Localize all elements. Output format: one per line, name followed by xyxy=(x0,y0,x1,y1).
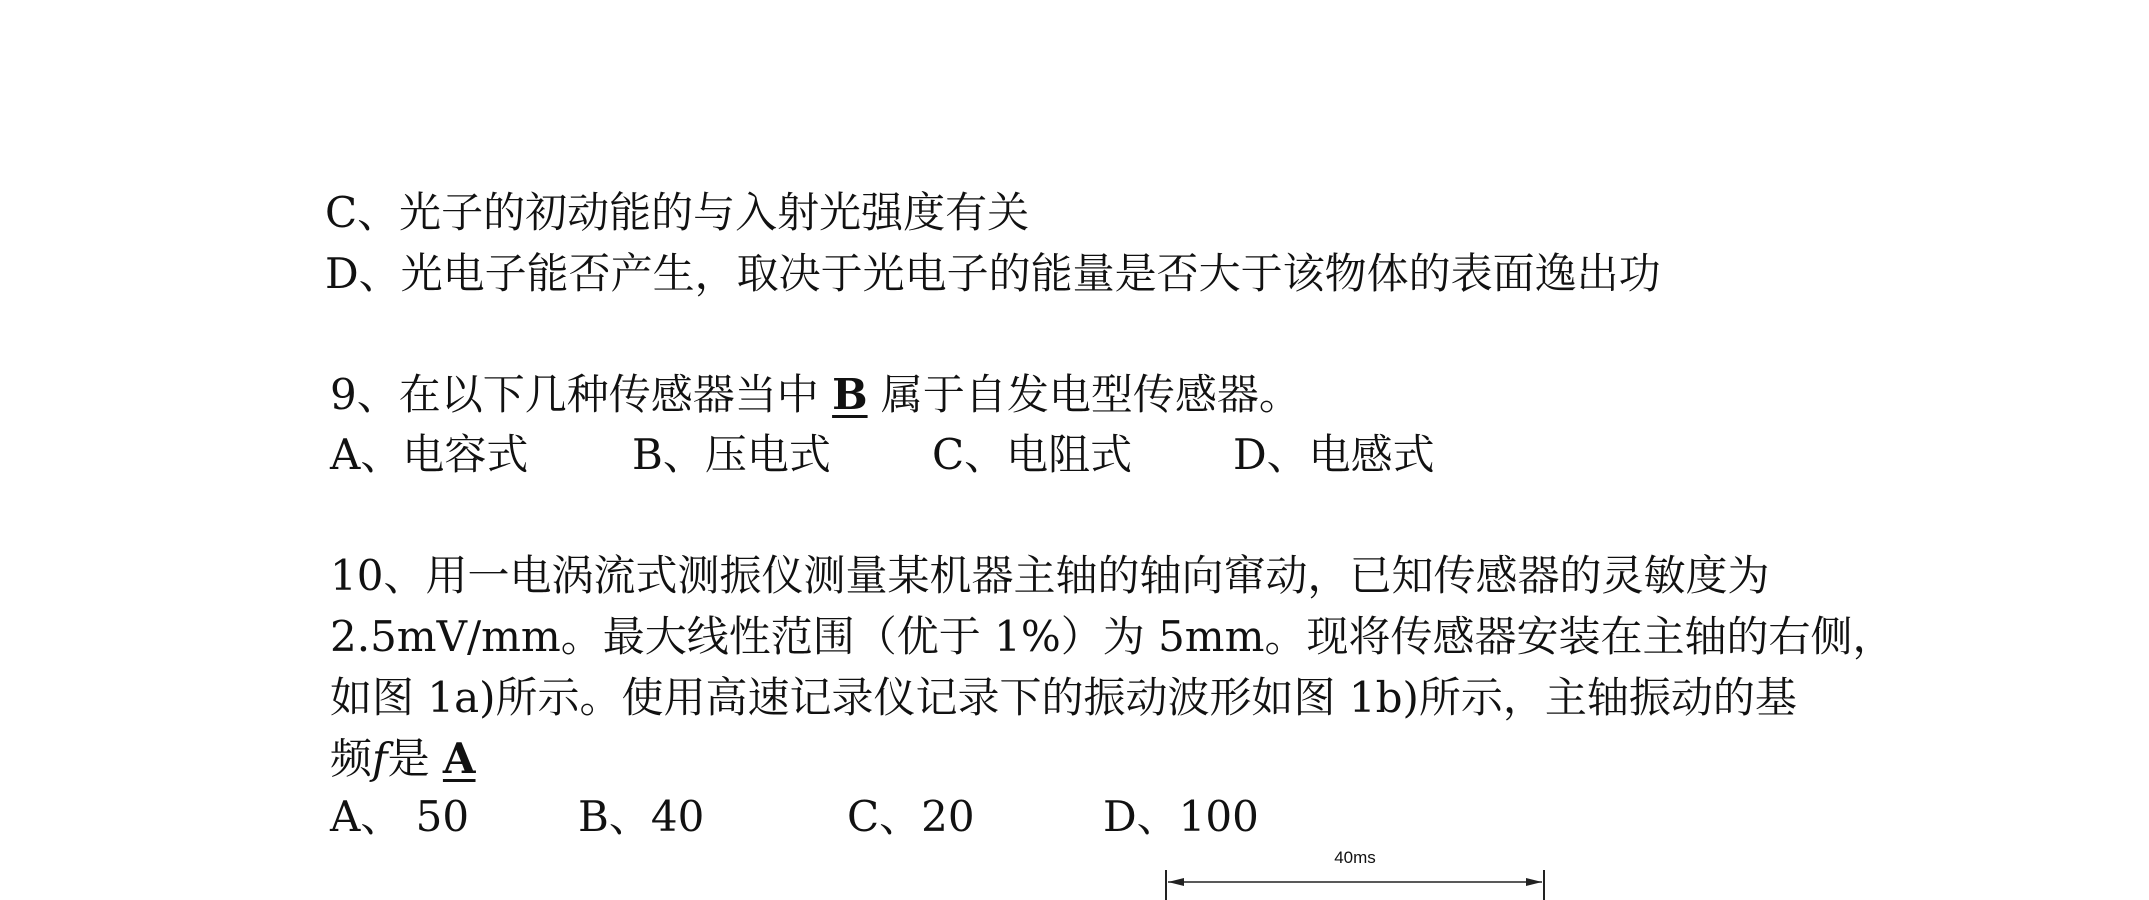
q10-line-4 xyxy=(330,734,476,784)
q9-option-c: C、电阻式 xyxy=(932,430,1133,479)
q9-stem-after: 属于自发电型传感器。 xyxy=(867,370,1301,419)
q9-stem-before: 9、在以下几种传感器当中 xyxy=(330,370,833,419)
q9-option-d: D、电感式 xyxy=(1233,430,1435,479)
dimension-arrow xyxy=(1160,848,1560,900)
q10-option-b: B、40 xyxy=(578,792,705,841)
q10-line-4-mid: 是 xyxy=(387,734,443,783)
q9-answer: B xyxy=(832,370,868,419)
figure-period-label: 40ms xyxy=(1334,848,1376,867)
q10-option-c: C、20 xyxy=(847,792,975,841)
q10-answer: A xyxy=(442,734,476,783)
q10-line-3: 如图 1a)所示。使用高速记录仪记录下的振动波形如图 1b)所示，主轴振动的基 xyxy=(330,673,1797,722)
q10-option-a: A、 50 xyxy=(330,792,470,841)
q9-option-a: A、电容式 xyxy=(330,430,529,479)
q9-stem xyxy=(330,370,1301,420)
figure-1b-partial xyxy=(1160,848,1560,900)
q10-option-d: D、100 xyxy=(1103,792,1259,841)
q10-line-2: 2.5mV/mm。最大线性范围（优于 1%）为 5mm。现将传感器安装在主轴的右侧， xyxy=(330,612,1895,661)
q8-option-c: C、光子的初动能的与入射光强度有关 xyxy=(325,188,1030,237)
q10-line-1: 10、用一电涡流式测振仪测量某机器主轴的轴向窜动，已知传感器的灵敏度为 xyxy=(330,551,1770,600)
q10-frequency-symbol: f xyxy=(372,734,388,783)
q8-option-d: D、光电子能否产生，取决于光电子的能量是否大于该物体的表面逸出功 xyxy=(325,249,1661,298)
q9-option-b: B、压电式 xyxy=(632,430,831,479)
q10-line-4-prefix: 频 xyxy=(330,734,373,783)
